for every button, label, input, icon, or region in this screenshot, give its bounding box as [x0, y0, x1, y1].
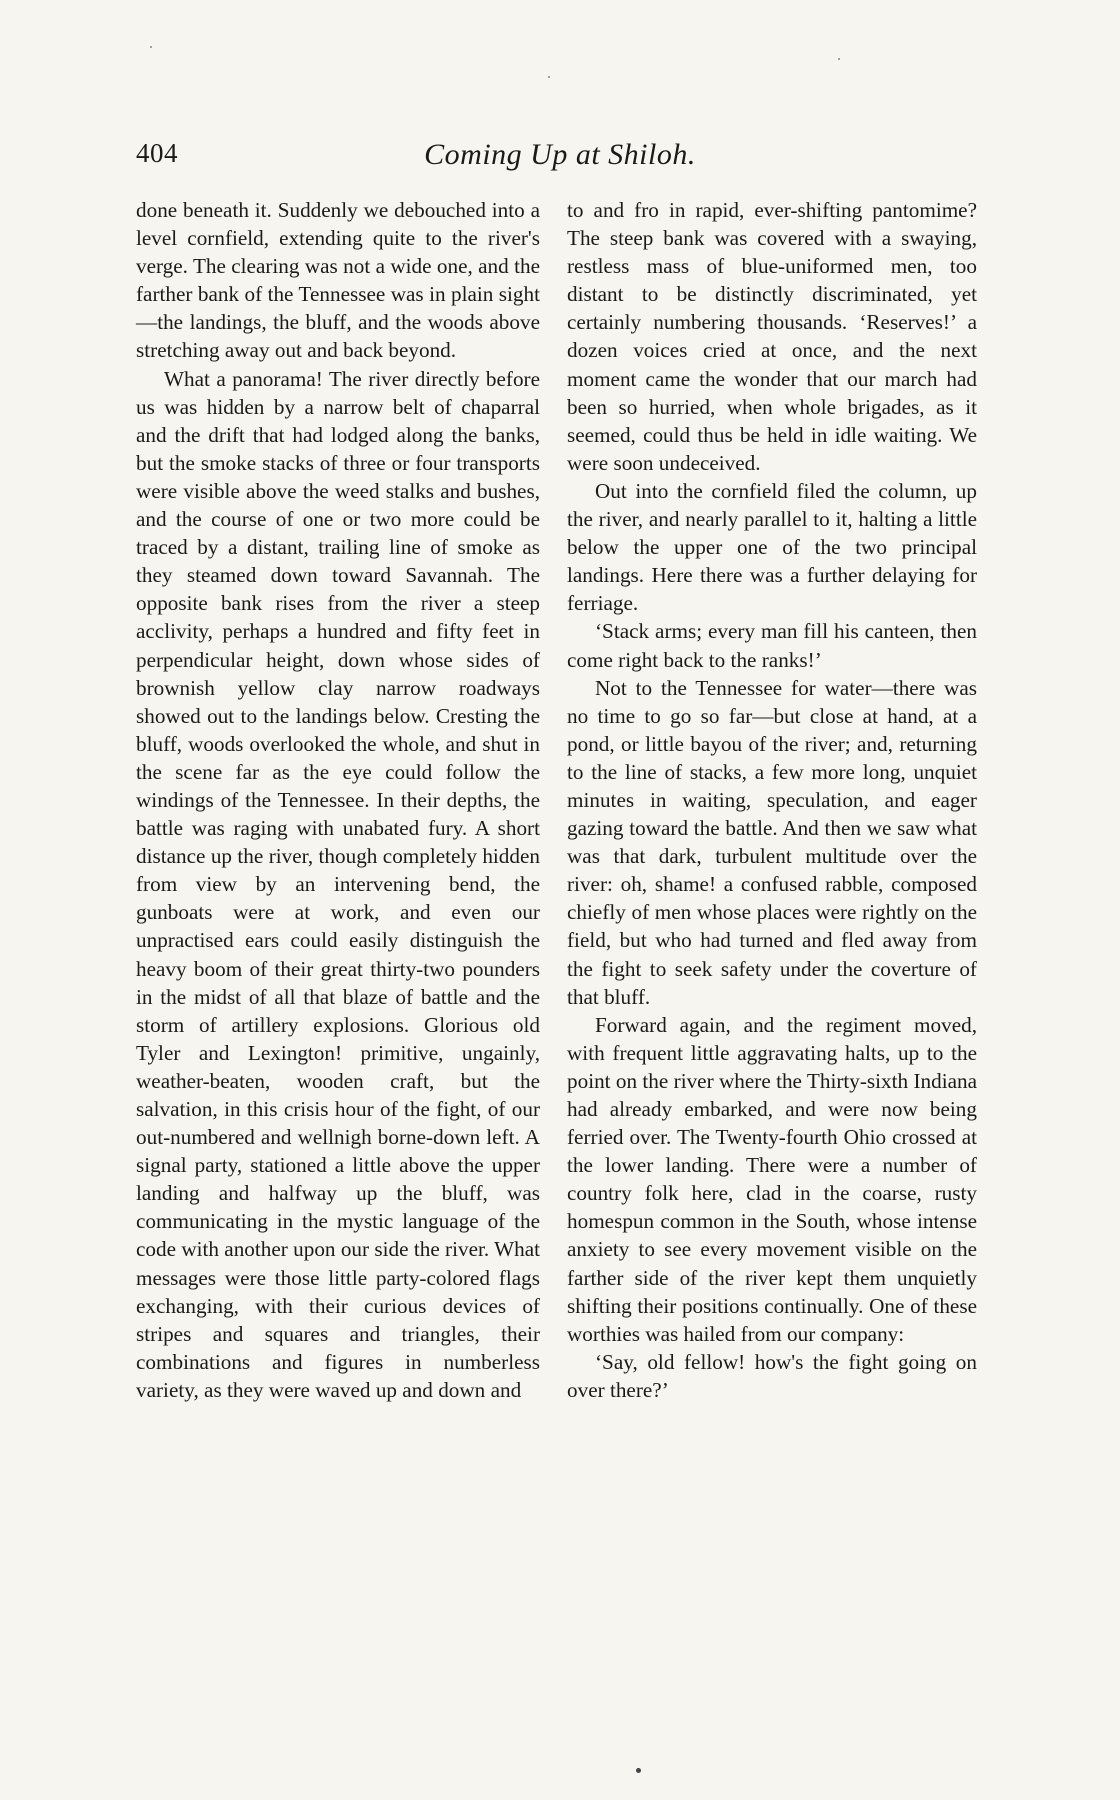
running-title: Coming Up at Shiloh. — [424, 138, 696, 171]
printer-mark — [636, 1768, 641, 1773]
right-column — [567, 196, 977, 1404]
paragraph: Not to the Tennessee for water—there was no time to go so far—but close at hand, at a pond, or little bayou of the river; and, returning to the line of stacks, a few more long, unquiet minutes in waiting, speculation, and eager gazing toward the battle. And then we saw what was that dark, turbulent multitude over the river: oh, shame! a confused rabble, composed chiefly of men whose places were rightly on the field, but who had turned and fled away from the fight to seek safety under the coverture of that bluff. — [567, 675, 977, 1009]
left-column — [136, 196, 540, 1404]
paragraph: to and fro in rapid, ever-shifting pantomime? The steep bank was covered with a swaying, restless mass of blue-uniformed men, too distant to be distinctly discriminated, yet certainly numbering thousands. ‘Reserves!’ a dozen voices cried at once, and the next moment came the wonder that our march had been so hurried, when whole brigades, as it seemed, could thus be held in idle waiting. We were soon undeceived. — [567, 198, 977, 475]
paragraph: Out into the cornfield filed the column, up the river, and nearly parallel to it, halting a little below the upper one of the two principal landings. Here there was a further delaying for ferriage. — [567, 478, 977, 616]
paragraph: done beneath it. Suddenly we debouched into a level cornfield, extending quite to the river's verge. The clearing was not a wide one, and the farther bank of the Tennessee was in plain sight—the landings, the bluff, and the woods above stretching away out and back beyond. — [136, 198, 540, 363]
paragraph: Forward again, and the regiment moved, with frequent little aggravating halts, up to the point on the river where the Thirty-sixth Indiana had already embarked, and were now being ferried over. The Twenty-fourth Ohio crossed at the lower landing. There were a number of country folk here, clad in the coarse, rusty homespun common in the South, whose intense anxiety to see every movement visible on the farther side of the river kept them unquietly shifting their positions continually. One of these worthies was hailed from our company: — [567, 1012, 977, 1346]
paper-speck — [150, 46, 152, 48]
paragraph: What a panorama! The river directly before us was hidden by a narrow belt of chaparral and the drift that had lodged along the banks, but the smoke stacks of three or four transports were visible above the weed stalks and bushes, and the course of one or two more could be traced by a distant, trailing line of smoke as they steamed down toward Savannah. The opposite bank rises from the river a steep acclivity, perhaps a hundred and fifty feet in perpendicular height, down whose sides of brownish yellow clay narrow roadways showed out to the landings below. Cresting the bluff, woods overlooked the whole, and shut in the scene far as the eye could follow the windings of the Tennessee. In their depths, the battle was raging with unabated fury. A short distance up the river, though completely hidden from view by an intervening bend, the gunboats were at work, and even our unpractised ears could easily distinguish the heavy boom of their great thirty-two pounders in the midst of all that blaze of battle and the storm of artillery explosions. Glorious old Tyler and Lexington! primitive, ungainly, weather-beaten, wooden craft, but the salvation, in this crisis hour of the fight, of our out-numbered and wellnigh borne-down left. A signal party, stationed a little above the upper landing and halfway up the bluff, was communicating in the mystic language of the code with another upon our side the river. What messages were those little party-colored flags exchanging, with their curious devices of stripes and squares and triangles, their combinations and figures in numberless variety, as they were waved up and down and — [136, 366, 540, 1402]
paper-speck — [838, 58, 840, 60]
paragraph: ‘Say, old fellow! how's the fight going on over there?’ — [567, 1349, 977, 1402]
paper-speck — [548, 76, 550, 78]
page-header — [136, 138, 984, 178]
paragraph: ‘Stack arms; every man fill his canteen, then come right back to the ranks!’ — [567, 619, 977, 672]
page-number: 404 — [136, 138, 178, 168]
